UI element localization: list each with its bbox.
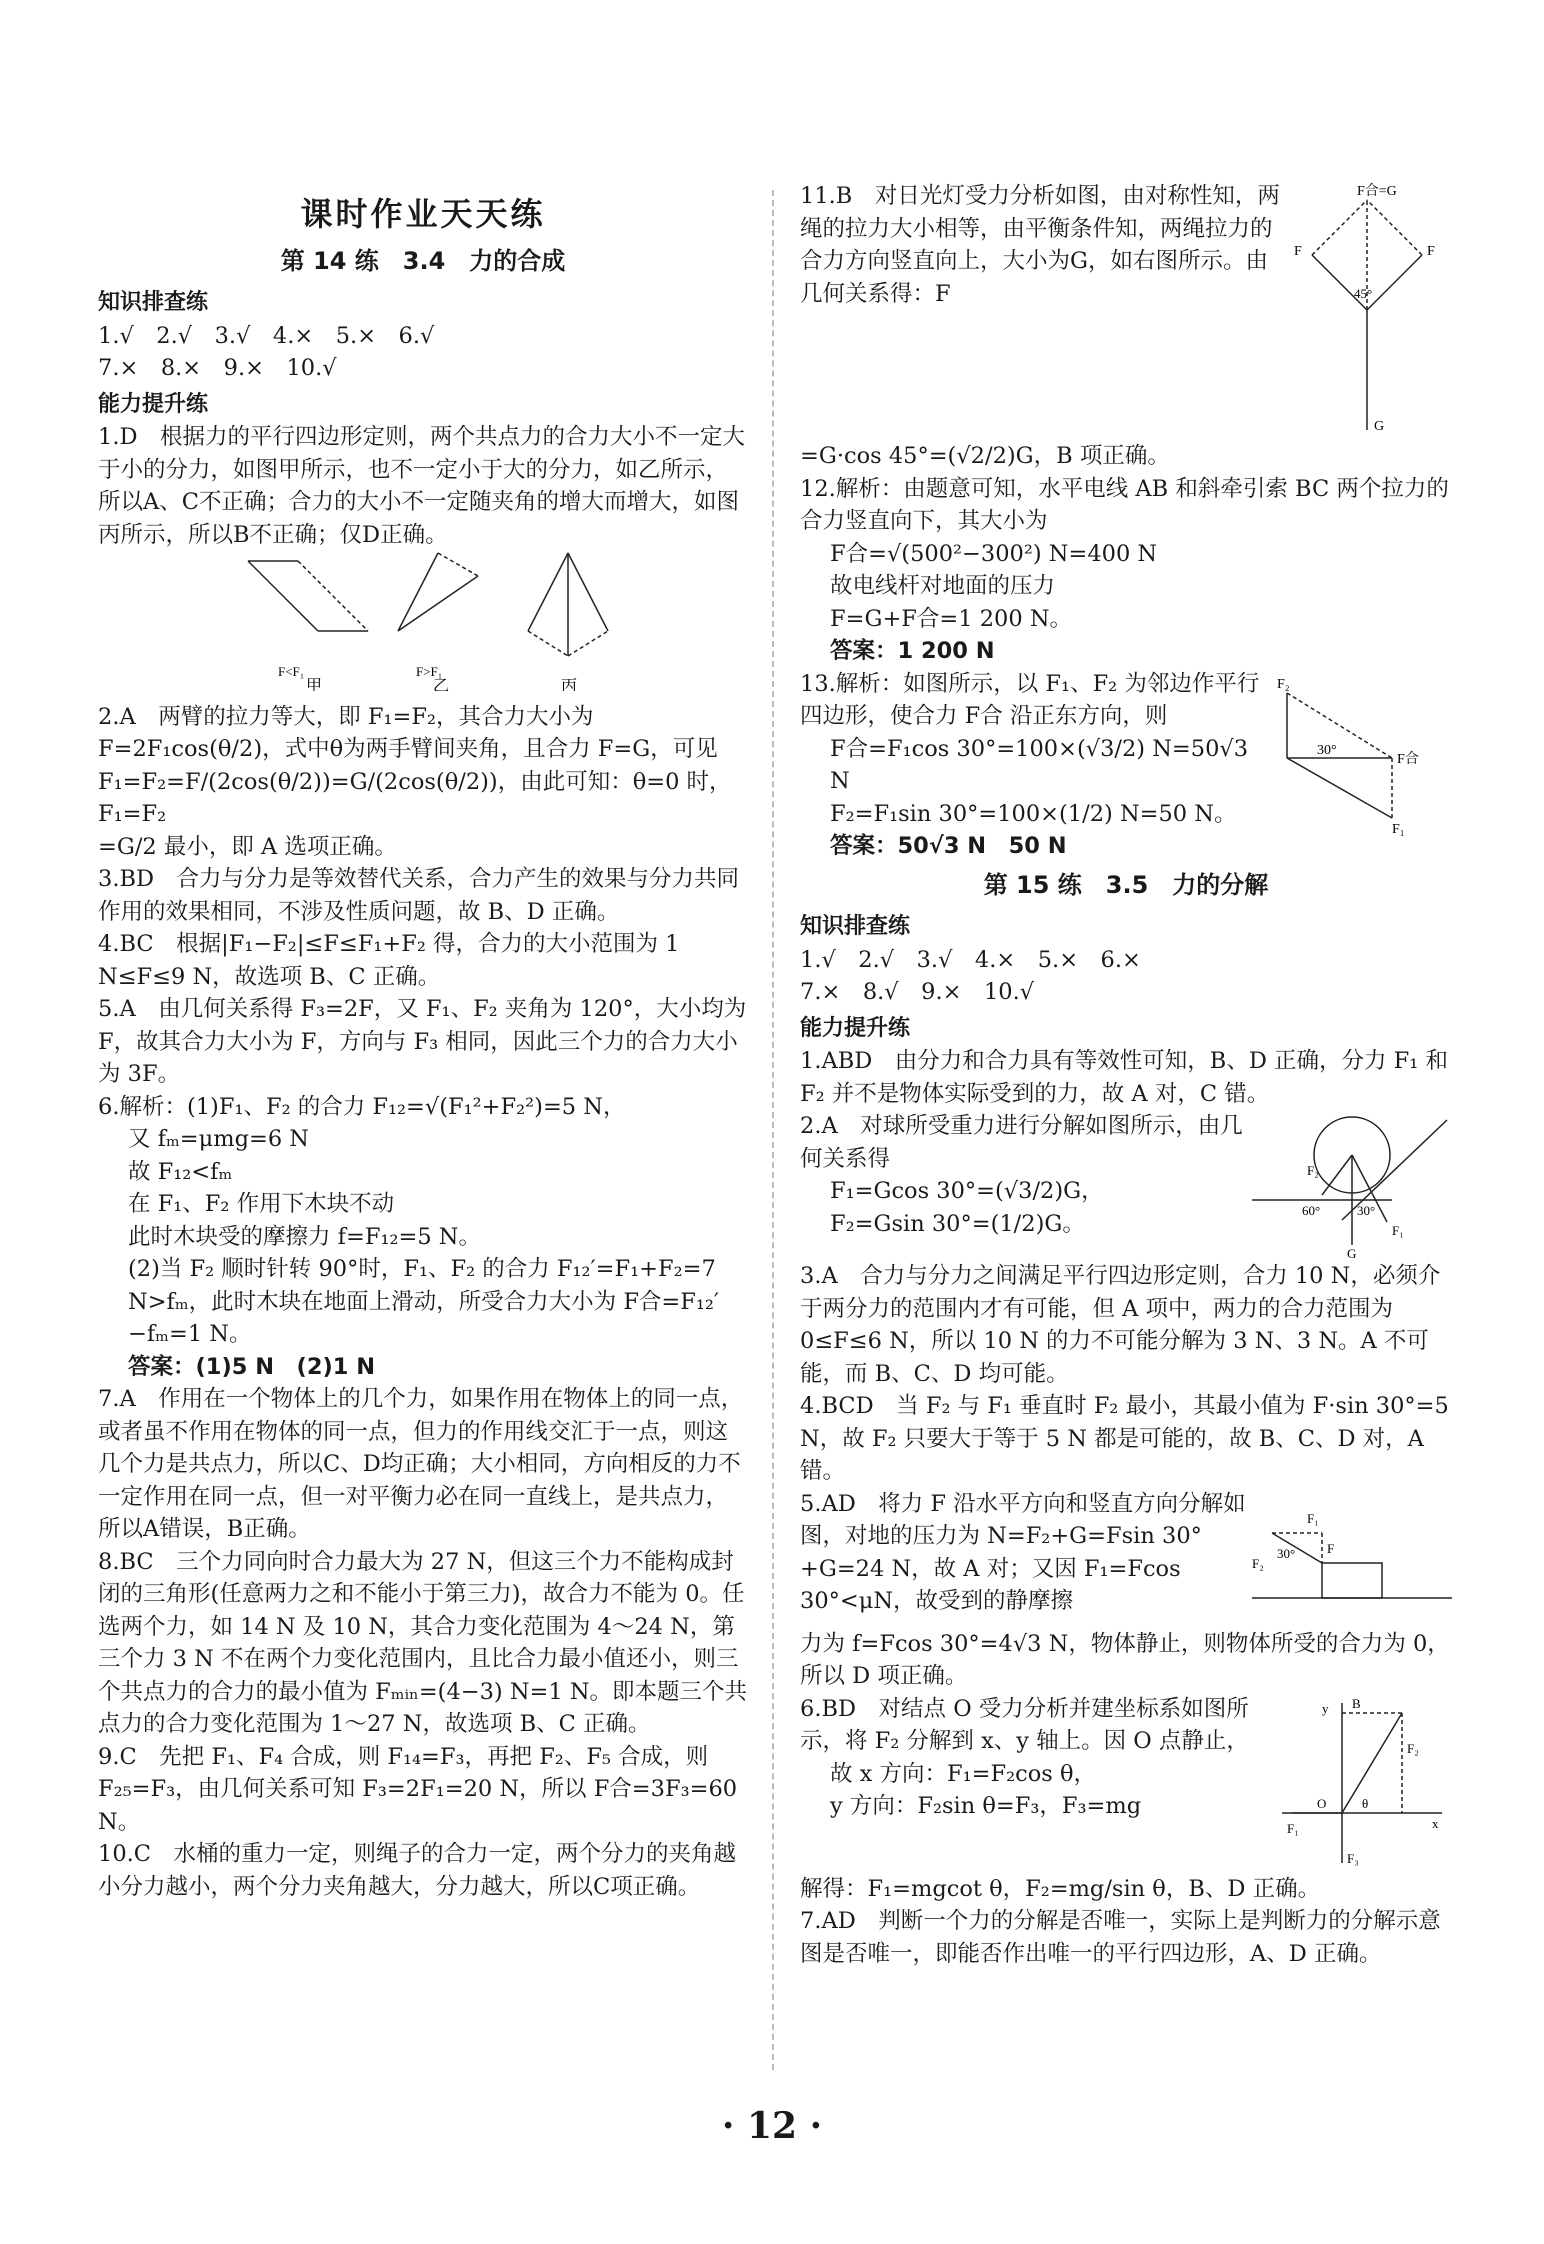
question-11 <box>800 180 1452 440</box>
fig5-f: F <box>1327 1540 1335 1556</box>
fig11-angle: 45° <box>1354 286 1373 301</box>
q13-line: F₂=F₁sin 30°=100×(1/2) N=50 N。 <box>830 800 1237 827</box>
fig6-f2: F₂ <box>1407 1740 1419 1756</box>
fig2-f1: F₁ <box>1392 1223 1404 1238</box>
question-8: 8.BC 三个力同向时合力最大为 27 N，但这三个力不能构成封闭的三角形(任意两力之和不能小于第三力)，故合力不能为 0。任选两个力，如 14 N 及 10 N，其合力变化范围为 4～24 N，第三个力 3 N 不在两个力变化范围内，且比合力最小值还小，则三个共点力的合力的最小值为 Fₘᵢₙ=(4−3) N=1 N。即本题三个共点力的合力变化范围为 1～27 N，故选项 B、C 正确。 <box>98 1548 748 1737</box>
q6-end: 解得：F₁=mgcot θ，F₂=mg/sin θ，B、D 正确。 <box>800 1875 1321 1902</box>
q6-line: 6.BD 对结点 O 受力分析并建坐标系如图所示，将 F₂ 分解到 x、y 轴上。因 O 点静止， <box>800 1695 1249 1754</box>
q2-line: 2.A 对球所受重力进行分解如图所示，由几何关系得 <box>800 1113 1243 1172</box>
fig6-b: B <box>1352 1695 1361 1711</box>
q6-line: 又 fₘ=μmg=6 N <box>128 1126 309 1152</box>
q6-line: 在 F₁、F₂ 作用下木块不动 <box>128 1191 395 1217</box>
fig5-angle: 30° <box>1277 1545 1296 1561</box>
q12-line: F=G+F合=1 200 N。 <box>830 605 1073 632</box>
answer-row: 1.√ 2.√ 3.√ 4.× 5.× 6.√ <box>98 322 435 349</box>
question-7: 7.A 作用在一个物体上的几个力，如果作用在物体上的同一点，或者虽不作用在物体的同一点，但力的作用线交汇于一点，则这几个力是共点力，所以C、D均正确；大小相同，方向相反的力不一定作用在同一点，但一对平衡力必在同一直线上，是共点力，所以A错误，B正确。 <box>98 1386 744 1542</box>
q5-end: 力为 f=Fcos 30°=4√3 N，物体静止，则物体所受的合力为 0，所以 D 项正确。 <box>800 1630 1450 1689</box>
exercise-14-heading: 第 14 练 3.4 力的合成 <box>280 246 566 275</box>
column-divider <box>772 190 774 2070</box>
q6-line: 6.解析：(1)F₁、F₂ 的合力 F₁₂=√(F₁²+F₂²)=5 N， <box>98 1093 626 1120</box>
fig6-theta: θ <box>1362 1795 1369 1811</box>
question-1: 1.D 根据力的平行四边形定则，两个共点力的合力大小不一定大于小的分力，如图甲所示，也不一定小于大的分力，如乙所示，所以A、C不正确；合力的大小不一定随夹角的增大而增大，如图丙所示，所以B不正确；仅D正确。 <box>98 424 746 548</box>
fig11-f-right: F <box>1427 244 1435 259</box>
fig6-o: O <box>1317 1795 1327 1811</box>
ex15-question-4: 4.BCD 当 F₂ 与 F₁ 垂直时 F₂ 最小，其最小值为 F·sin 30°=5 N，故 F₂ 只要大于等于 5 N 都是可能的，故 B、C、D 对，A 错。 <box>800 1393 1449 1484</box>
q12-line: 故电线杆对地面的压力 <box>830 573 1056 599</box>
fig6-f1: F₁ <box>1287 1820 1299 1836</box>
fig2-g: G <box>1347 1246 1357 1260</box>
ex15-question-7: 7.AD 判断一个力的分解是否唯一，实际上是判断力的分解示意图是否唯一，即能否作出唯一的平行四边形，A、D 正确。 <box>800 1908 1441 1967</box>
fig11-f-left: F <box>1294 244 1302 259</box>
ex15-question-2 <box>800 1110 1452 1260</box>
q11-end: =G·cos 45°=(√2/2)G，B 项正确。 <box>800 443 1170 469</box>
question-2: 2.A 两臂的拉力等大，即 F₁=F₂，其合力大小为 F=2F₁cos(θ/2)，式中θ为两手臂间夹角，且合力 F=G，可见 <box>98 703 718 762</box>
page-number: · 12 · <box>721 2105 823 2147</box>
q5-text: 5.AD 将力 F 沿水平方向和竖直方向分解如图，对地的压力为 N=F₂+G=Fsin 30°+G=24 N，故 A 对；又因 F₁=Fcos 30°<μN，故受到的静摩擦 <box>800 1490 1246 1614</box>
q13-answer: 答案：50√3 N 50 N <box>830 833 1067 859</box>
fig-caption-a: 甲 <box>306 678 323 691</box>
fig13-angle: 30° <box>1317 742 1337 758</box>
q12-line: 12.解析：由题意可知，水平电线 AB 和斜牵引索 BC 两个拉力的合力竖直向下，其大小为 <box>800 475 1449 534</box>
q2-line: F₂=Gsin 30°=(1/2)G。 <box>830 1210 1085 1237</box>
force-diagram-ex15-5 <box>1252 1488 1452 1628</box>
ability-heading: 能力提升练 <box>98 391 209 417</box>
fig6-x: x <box>1432 1815 1439 1831</box>
force-diagram-13 <box>1272 668 1452 838</box>
q13-line: 13.解析：如图所示，以 F₁、F₂ 为邻边作平行四边形，使合力 F合 沿正东方向，则 <box>800 670 1260 729</box>
q12-answer: 答案：1 200 N <box>830 638 995 664</box>
fig6-f3: F₃ <box>1347 1850 1359 1866</box>
question-10: 10.C 水桶的重力一定，则绳子的合力一定，两个分力的夹角越小分力越小，两个分力夹角越大，分力越大，所以C项正确。 <box>98 1841 736 1900</box>
question-3: 3.BD 合力与分力是等效替代关系，合力产生的效果与分力共同作用的效果相同，不涉及性质问题，故 B、D 正确。 <box>98 866 740 925</box>
q6-answer: 答案：(1)5 N (2)1 N <box>128 1353 376 1380</box>
force-diagram-1 <box>98 551 748 691</box>
q11-text: 11.B 对日光灯受力分析如图，由对称性知，两绳的拉力大小相等，由平衡条件知，两绳拉力的合力方向竖直向上，大小为G，如右图所示。由几何关系得：F <box>800 183 1280 307</box>
q6-line: 此时木块受的摩擦力 f=F₁₂=5 N。 <box>128 1223 481 1250</box>
q6-line: (2)当 F₂ 顺时针转 90°时，F₁、F₂ 的合力 F₁₂′=F₁+F₂=7 N>fₘ，此时木块在地面上滑动，所受合力大小为 F合=F₁₂′−fₘ=1 N。 <box>128 1256 720 1347</box>
ex15-question-6 <box>800 1693 1452 1873</box>
question-13 <box>800 668 1452 863</box>
q2-line: F₁=Gcos 30°=(√3/2)G， <box>830 1178 1104 1204</box>
question-4: 4.BC 根据|F₁−F₂|≤F≤F₁+F₂ 得，合力的大小范围为 1 N≤F≤9 N，故选项 B、C 正确。 <box>98 931 680 990</box>
fig13-fh: F合 <box>1397 751 1419 767</box>
q6-line: 故 F₁₂<fₘ <box>128 1158 233 1185</box>
right-column <box>800 180 1452 1970</box>
fig5-f1: F₁ <box>1307 1510 1319 1526</box>
fig11-top: F合=G <box>1357 184 1397 199</box>
q6-line: y 方向：F₂sin θ=F₃，F₃=mg <box>830 1793 1142 1819</box>
fig2-a2: 30° <box>1357 1203 1376 1218</box>
knowledge-check-heading: 知识排查练 <box>800 914 911 939</box>
q12-line: F合=√(500²−300²) N=400 N <box>830 540 1158 567</box>
ex15-question-3: 3.A 合力与分力之间满足平行四边形定则，合力 10 N，必须介于两分力的范围内才有可能，但 A 项中，两力的合力范围为 0≤F≤6 N，所以 10 N 的力不可能分解为 3 N、3 N。A 不可能，而 B、C、D 均可能。 <box>800 1263 1441 1387</box>
page-title: 课时作业天天练 <box>300 195 546 233</box>
answer-row: 7.× 8.× 9.× 10.√ <box>98 355 337 381</box>
answer-row: 7.× 8.√ 9.× 10.√ <box>800 979 1035 1005</box>
ex15-question-1: 1.ABD 由分力和合力具有等效性可知，B、D 正确，分力 F₁ 和 F₂ 并不是物体实际受到的力，故 A 对，C 错。 <box>800 1048 1448 1107</box>
fig-label-b: F>F₁ <box>416 664 443 679</box>
ex15-question-5 <box>800 1488 1452 1628</box>
knowledge-check-heading: 知识排查练 <box>98 290 209 315</box>
fig2-f2: F₂ <box>1307 1163 1319 1178</box>
fig-caption-b: 乙 <box>433 678 450 691</box>
fig11-g: G <box>1374 419 1385 434</box>
q13-line: F合=F₁cos 30°=100×(√3/2) N=50√3 N <box>830 735 1249 794</box>
ability-heading: 能力提升练 <box>800 1015 911 1041</box>
fig5-f2: F₂ <box>1252 1555 1264 1571</box>
question-2-end: =G/2 最小，即 A 选项正确。 <box>98 833 397 860</box>
q6-line: 故 x 方向：F₁=F₂cos θ， <box>830 1760 1097 1787</box>
question-6 <box>98 1091 748 1384</box>
question-2-formula: F₁=F₂=F/(2cos(θ/2))=G/(2cos(θ/2))，由此可知：θ=0 时，F₁=F₂ <box>98 768 732 827</box>
answer-row: 1.√ 2.√ 3.√ 4.× 5.× 6.× <box>800 946 1141 973</box>
force-diagram-11 <box>1282 180 1452 440</box>
question-5: 5.A 由几何关系得 F₃=2F，又 F₁、F₂ 夹角为 120°，大小均为 F，故其合力大小为 F，方向与 F₃ 相同，因此三个力的合力大小为 3F。 <box>98 996 747 1087</box>
fig2-a1: 60° <box>1302 1203 1321 1218</box>
force-diagram-ex15-6 <box>1272 1693 1452 1873</box>
question-9: 9.C 先把 F₁、F₄ 合成，则 F₁₄=F₃，再把 F₂、F₅ 合成，则 F₂₅=F₃，由几何关系可知 F₃=2F₁=20 N，所以 F合=3F₃=60 N。 <box>98 1743 738 1835</box>
fig13-f2: F₂ <box>1277 676 1290 692</box>
fig-caption-c: 丙 <box>561 678 578 691</box>
force-diagram-ex15-2 <box>1252 1110 1452 1260</box>
fig13-f1: F₁ <box>1392 821 1405 837</box>
exercise-15-heading: 第 15 练 3.5 力的分解 <box>983 870 1269 899</box>
fig-label-a: F<F₁ <box>278 664 305 679</box>
question-12 <box>800 473 1452 668</box>
fig6-y: y <box>1322 1700 1329 1716</box>
left-column <box>98 180 748 1903</box>
